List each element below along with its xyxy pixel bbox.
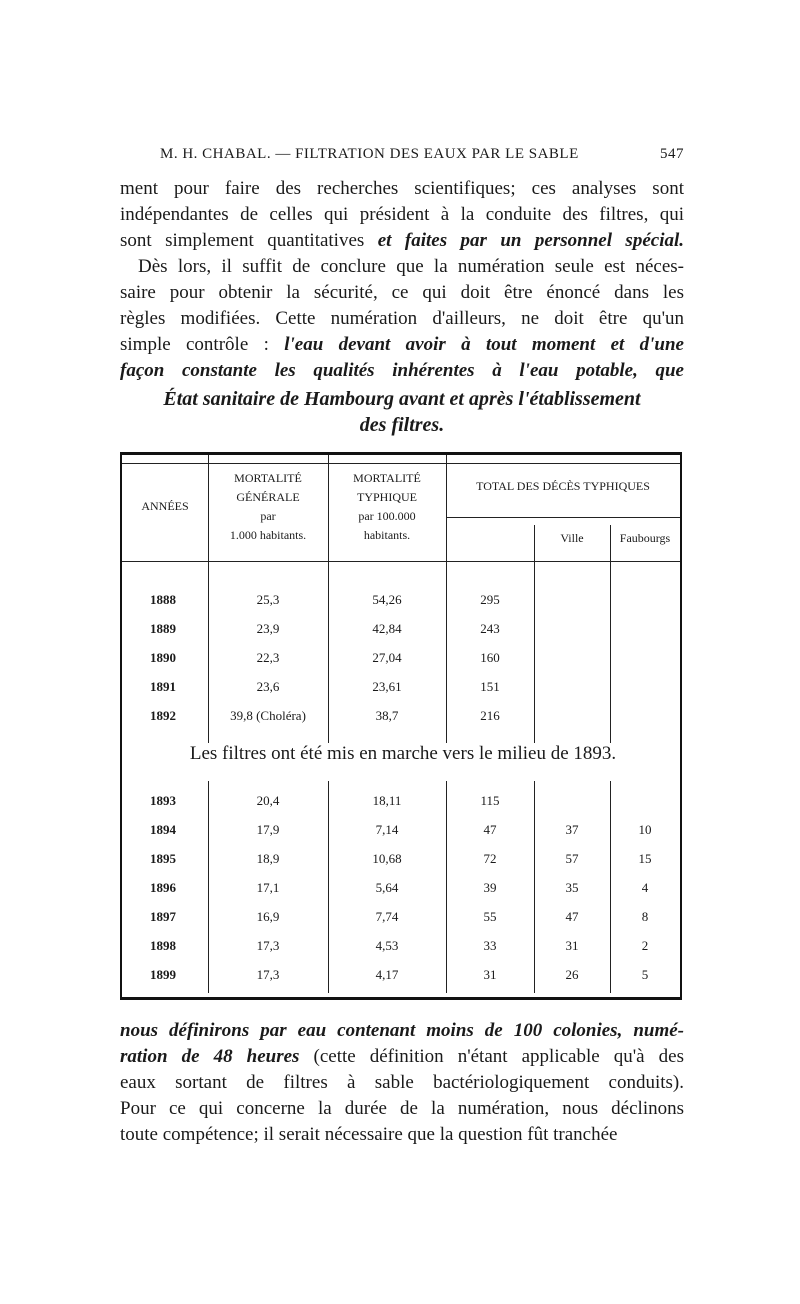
text-line: saire pour obtenir la sécurité, ce qui doit être énoncé dans les (120, 282, 684, 303)
total-cell: 243 (480, 621, 500, 636)
text-line: sont simplement quantitatives et faites par un personnel spécial. (120, 230, 684, 251)
mortalite-generale-cell: 25,3 (256, 592, 280, 607)
total-cell: 55 (483, 909, 497, 924)
text-line: simple contrôle : l'eau devant avoir à tout moment et d'une (120, 334, 684, 355)
text-line: ration de 48 heures (cette définition n'étant applicable qu'à des (120, 1046, 684, 1067)
year-cell: 1890 (150, 650, 176, 665)
text-line (120, 358, 684, 384)
text-line: ment pour faire des recherches scientifiques; ces analyses sont (120, 178, 684, 199)
filtration-note: Les filtres ont été mis en marche vers le milieu de 1893. (189, 743, 617, 764)
header-ville: Ville (560, 531, 584, 545)
mortalite-typhique-cell: 18,11 (372, 793, 402, 808)
total-cell: 216 (480, 708, 500, 723)
year-cell: 1889 (150, 621, 176, 636)
year-cell: 1896 (150, 880, 176, 895)
paragraph-top (120, 176, 684, 384)
header-title: M. H. CHABAL. — FILTRATION DES EAUX PAR LE SABLE (160, 146, 579, 162)
mortalite-generale-cell: 23,9 (256, 621, 280, 636)
faubourgs-cell: 4 (641, 880, 649, 895)
year-cell: 1894 (150, 822, 176, 837)
faubourgs-cell: 15 (638, 851, 652, 866)
text-line: indépendantes de celles qui président à la conduite des filtres, qui (120, 204, 684, 225)
mortalite-typhique-cell: 7,14 (375, 822, 399, 837)
total-cell: 151 (480, 679, 500, 694)
italic-phrase: ration de 48 heures (120, 1046, 300, 1067)
mortalite-generale-cell: 17,9 (256, 822, 280, 837)
text-line: toute compétence; il serait nécessaire que la question fût tranchée (120, 1124, 618, 1145)
italic-phrase: l'eau devant avoir à tout moment et d'une (284, 334, 684, 355)
total-cell: 295 (480, 592, 500, 607)
mortalite-typhique-cell: 27,04 (372, 650, 402, 665)
italic-phrase: façon constante les qualités inhérentes à l'eau potable, que (120, 360, 684, 381)
text-line: règles modifiées. Cette numération d'ailleurs, ne doit être qu'un (120, 308, 684, 329)
mortalite-typhique-cell: 10,68 (372, 851, 402, 866)
mortalite-typhique-cell: 4,53 (375, 938, 399, 953)
italic-phrase: et faites par un personnel spécial. (377, 230, 684, 251)
mortalite-generale-cell: 18,9 (256, 851, 280, 866)
faubourgs-cell: 8 (641, 909, 649, 924)
mortalite-typhique-cell: 54,26 (372, 592, 402, 607)
mortalite-generale-cell: 17,1 (256, 880, 280, 895)
mortalite-typhique-cell: 7,74 (375, 909, 399, 924)
mortalite-generale-cell: 16,9 (256, 909, 280, 924)
year-cell: 1898 (150, 938, 176, 953)
total-cell: 33 (483, 938, 497, 953)
mortalite-generale-cell: 17,3 (256, 938, 280, 953)
year-cell: 1892 (150, 708, 176, 723)
table-caption (120, 386, 684, 438)
page-number: 547 (660, 146, 684, 162)
ville-cell: 35 (565, 880, 579, 895)
year-cell: 1899 (150, 967, 176, 982)
mortalite-typhique-cell: 4,17 (375, 967, 399, 982)
ville-cell: 37 (565, 822, 579, 837)
ville-cell: 26 (565, 967, 579, 982)
total-cell: 72 (483, 851, 497, 866)
ville-cell: 47 (565, 909, 579, 924)
total-cell: 160 (480, 650, 500, 665)
faubourgs-cell: 2 (641, 938, 649, 953)
total-cell: 47 (483, 822, 497, 837)
mortalite-generale-cell: 39,8 (Choléra) (230, 708, 306, 723)
year-cell: 1891 (150, 679, 176, 694)
mortalite-generale-cell: 17,3 (256, 967, 280, 982)
header-total-deces: TOTAL DES DÉCÈS TYPHIQUES (476, 479, 650, 493)
header-mortalite-generale: MORTALITÉ GÉNÉRALE par 1.000 habitants. (229, 471, 307, 542)
text-line: eaux sortant de filtres à sable bactériologiquement conduits). (120, 1072, 684, 1093)
year-cell: 1888 (150, 592, 176, 607)
mortalite-generale-cell: 20,4 (256, 793, 280, 808)
faubourgs-cell: 5 (641, 967, 649, 982)
total-cell: 115 (480, 793, 500, 808)
faubourgs-cell: 10 (638, 822, 652, 837)
header-mortalite-typhique: MORTALITÉ TYPHIQUE par 100.000 habitants. (353, 471, 421, 542)
text-line (120, 1018, 684, 1044)
ville-cell: 57 (565, 851, 579, 866)
caption-line-2: des filtres. (359, 414, 445, 436)
text-line: Pour ce qui concerne la durée de la numération, nous déclinons (120, 1098, 684, 1119)
mortalite-typhique-cell: 42,84 (372, 621, 402, 636)
mortalite-generale-cell: 23,6 (256, 679, 280, 694)
mortalite-typhique-cell: 5,64 (375, 880, 399, 895)
mortalite-typhique-cell: 23,61 (372, 679, 402, 694)
caption-line-1: État sanitaire de Hambourg avant et après l'établissement (163, 388, 641, 410)
year-cell: 1893 (150, 793, 176, 808)
mortalite-generale-cell: 22,3 (256, 650, 280, 665)
paragraph-bottom (120, 1018, 684, 1148)
total-cell: 31 (483, 967, 497, 982)
mortalite-typhique-cell: 38,7 (375, 708, 399, 723)
header-annees: ANNÉES (141, 499, 189, 513)
year-cell: 1895 (150, 851, 176, 866)
total-cell: 39 (483, 880, 497, 895)
mortality-table (120, 452, 682, 1000)
year-cell: 1897 (150, 909, 176, 924)
header-faubourgs: Faubourgs (619, 531, 671, 545)
ville-cell: 31 (565, 938, 579, 953)
text-line: Dès lors, il suffit de conclure que la numération seule est néces- (138, 256, 684, 277)
italic-phrase: nous définirons par eau contenant moins de 100 colonies, numé- (120, 1020, 684, 1041)
